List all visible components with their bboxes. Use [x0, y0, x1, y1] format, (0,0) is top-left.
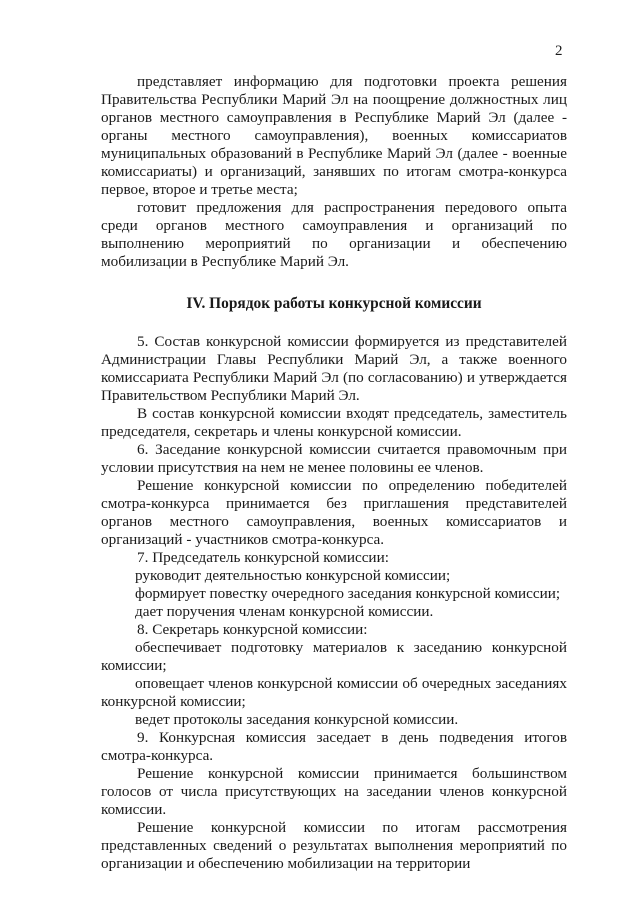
paragraph: 5. Состав конкурсной комиссии формируется из представителей Администрации Главы Республики Марий Эл, а также военного комиссариата Республики Марий Эл (по согласованию) и утверждается Правительством Республики Марий Эл.: [101, 333, 567, 404]
list-item: формирует повестку очередного заседания конкурсной комиссии;: [135, 585, 561, 602]
paragraph: 6. Заседание конкурсной комиссии считается правомочным при условии присутствия на нем не менее половины ее членов.: [101, 441, 567, 476]
paragraph: 9. Конкурсная комиссия заседает в день подведения итогов смотра-конкурса.: [101, 729, 567, 764]
list-item: ведет протоколы заседания конкурсной комиссии.: [135, 711, 459, 728]
page-number: 2: [555, 43, 563, 59]
paragraph: готовит предложения для распространения передового опыта среди органов местного самоуправления и организаций по выполнению мероприятий по организации и обеспечению мобилизации в Республике Марий Эл.: [101, 199, 567, 270]
paragraph: Решение конкурсной комиссии по итогам рассмотрения представленных сведений о результатах выполнения мероприятий по организации и обеспечению мобилизации на территории: [101, 819, 567, 872]
section-heading: IV. Порядок работы конкурсной комиссии: [186, 295, 482, 312]
paragraph: 7. Председатель конкурсной комиссии:: [137, 549, 389, 566]
paragraph: Решение конкурсной комиссии принимается большинством голосов от числа присутствующих на заседании членов конкурсной комиссии.: [101, 765, 567, 818]
list-item: дает поручения членам конкурсной комиссии.: [135, 603, 434, 620]
list-item: обеспечивает подготовку материалов к заседанию конкурсной комиссии;: [101, 639, 567, 674]
paragraph: 8. Секретарь конкурсной комиссии:: [137, 621, 368, 638]
paragraph: Решение конкурсной комиссии по определению победителей смотра-конкурса принимается без приглашения представителей органов местного самоуправления, военных комиссариатов и организаций - участников смотра-конкурса.: [101, 477, 567, 548]
list-item: руководит деятельностью конкурсной комиссии;: [135, 567, 451, 584]
document-body: [101, 73, 567, 873]
paragraph: представляет информацию для подготовки проекта решения Правительства Республики Марий Эл на поощрение должностных лиц органов местного самоуправления в Республике Марий Эл (далее - органы местного самоуправления), военных комиссариатов муниципальных образований в Республике Марий Эл (далее - военные комиссариаты) и организаций, занявших по итогам смотра-конкурса первое, второе и третье места;: [101, 73, 567, 198]
paragraph: В состав конкурсной комиссии входят председатель, заместитель председателя, секретарь и члены конкурсной комиссии.: [101, 405, 567, 440]
list-item: оповещает членов конкурсной комиссии об очередных заседаниях конкурсной комиссии;: [101, 675, 567, 710]
